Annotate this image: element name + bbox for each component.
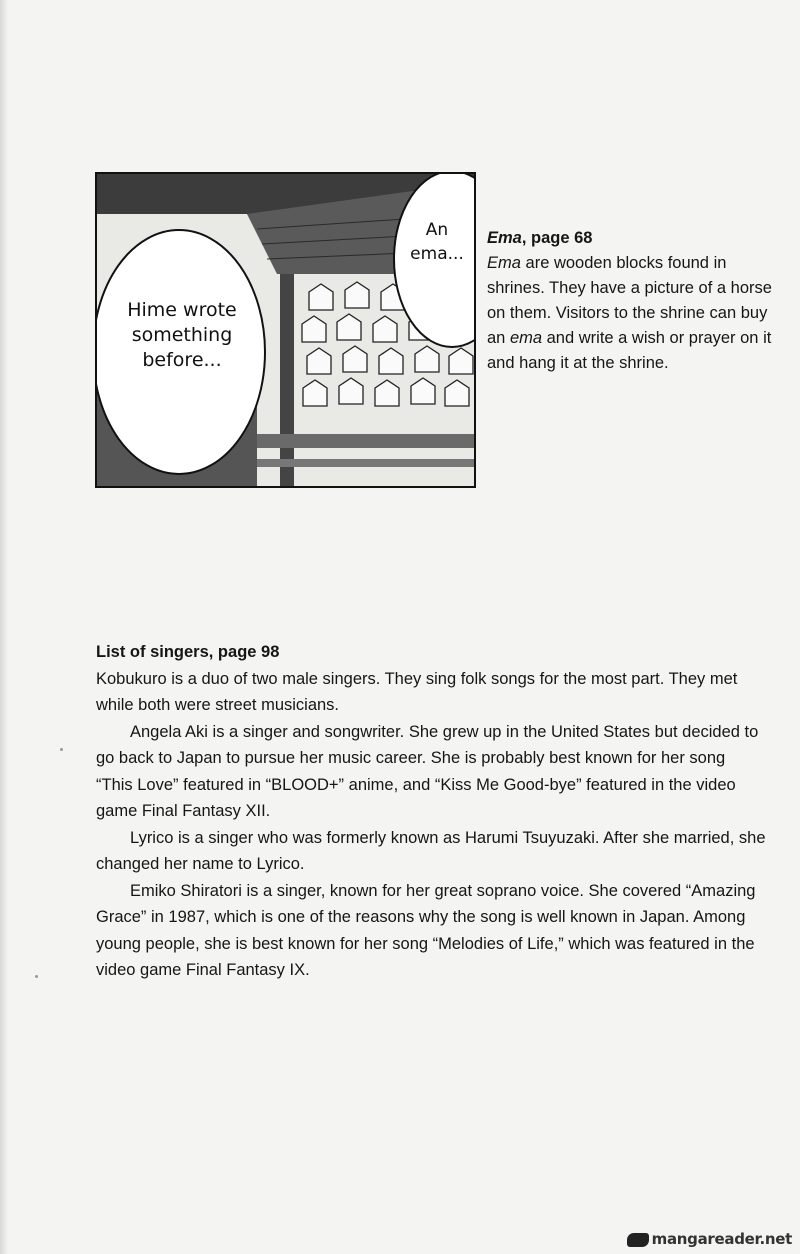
ema-title-page: , page 68	[521, 229, 593, 247]
paper-speck	[35, 975, 38, 978]
ema-note-body	[487, 251, 772, 376]
ema-body-text-1: are wooden blocks found in shrines. They have a picture of a horse on them. Visitors to the shrine can buy an	[487, 254, 772, 347]
singers-title: List of singers, page 98	[96, 643, 280, 661]
ema-body-text-2: and write a wish or prayer on it and hang it at the shrine.	[487, 329, 772, 372]
ema-note-title	[487, 226, 772, 251]
balloon-text-left: Hime wrote something before...	[127, 299, 237, 371]
singer-paragraph-emiko-shiratori: Emiko Shiratori is a singer, known for her great soprano voice. She covered “Amazing Grace” in 1987, which is one of the reasons why the song is well known in Japan. Among young people, she is best known for her song “Melodies of Life,” which was featured in the video game Final Fantasy IX.	[96, 881, 756, 979]
shrine-post	[280, 274, 294, 488]
watermark-text: mangareader.net	[651, 1230, 792, 1248]
singer-paragraph-kobukuro: Kobukuro is a duo of two male singers. They sing folk songs for the most part. They met while both were street musicians.	[96, 669, 738, 714]
singer-paragraph-angela-aki: Angela Aki is a singer and songwriter. She grew up in the United States but decided to go back to Japan to pursue her music career. She is probably best known for her song “This Love” featured in “BLOOD+” anime, and “Kiss Me Good-bye” featured in the video game Final Fantasy XII.	[96, 722, 759, 820]
watermark	[627, 1230, 792, 1248]
ema-title-term: Ema	[487, 229, 522, 247]
ema-note	[487, 226, 772, 376]
singer-paragraph-lyrico: Lyrico is a singer who was formerly known as Harumi Tsuyuzaki. After she married, she changed her name to Lyrico.	[96, 828, 766, 873]
paper-speck	[60, 748, 63, 751]
ema-body-term-2: ema	[509, 329, 543, 347]
shrine-beam	[257, 434, 476, 448]
balloon-text-right: An ema...	[410, 220, 464, 264]
ema-body-term: Ema	[487, 254, 521, 272]
manga-panel	[95, 172, 476, 488]
singers-section	[96, 639, 766, 984]
page-edge	[0, 0, 8, 1254]
watermark-logo-icon	[627, 1233, 649, 1247]
